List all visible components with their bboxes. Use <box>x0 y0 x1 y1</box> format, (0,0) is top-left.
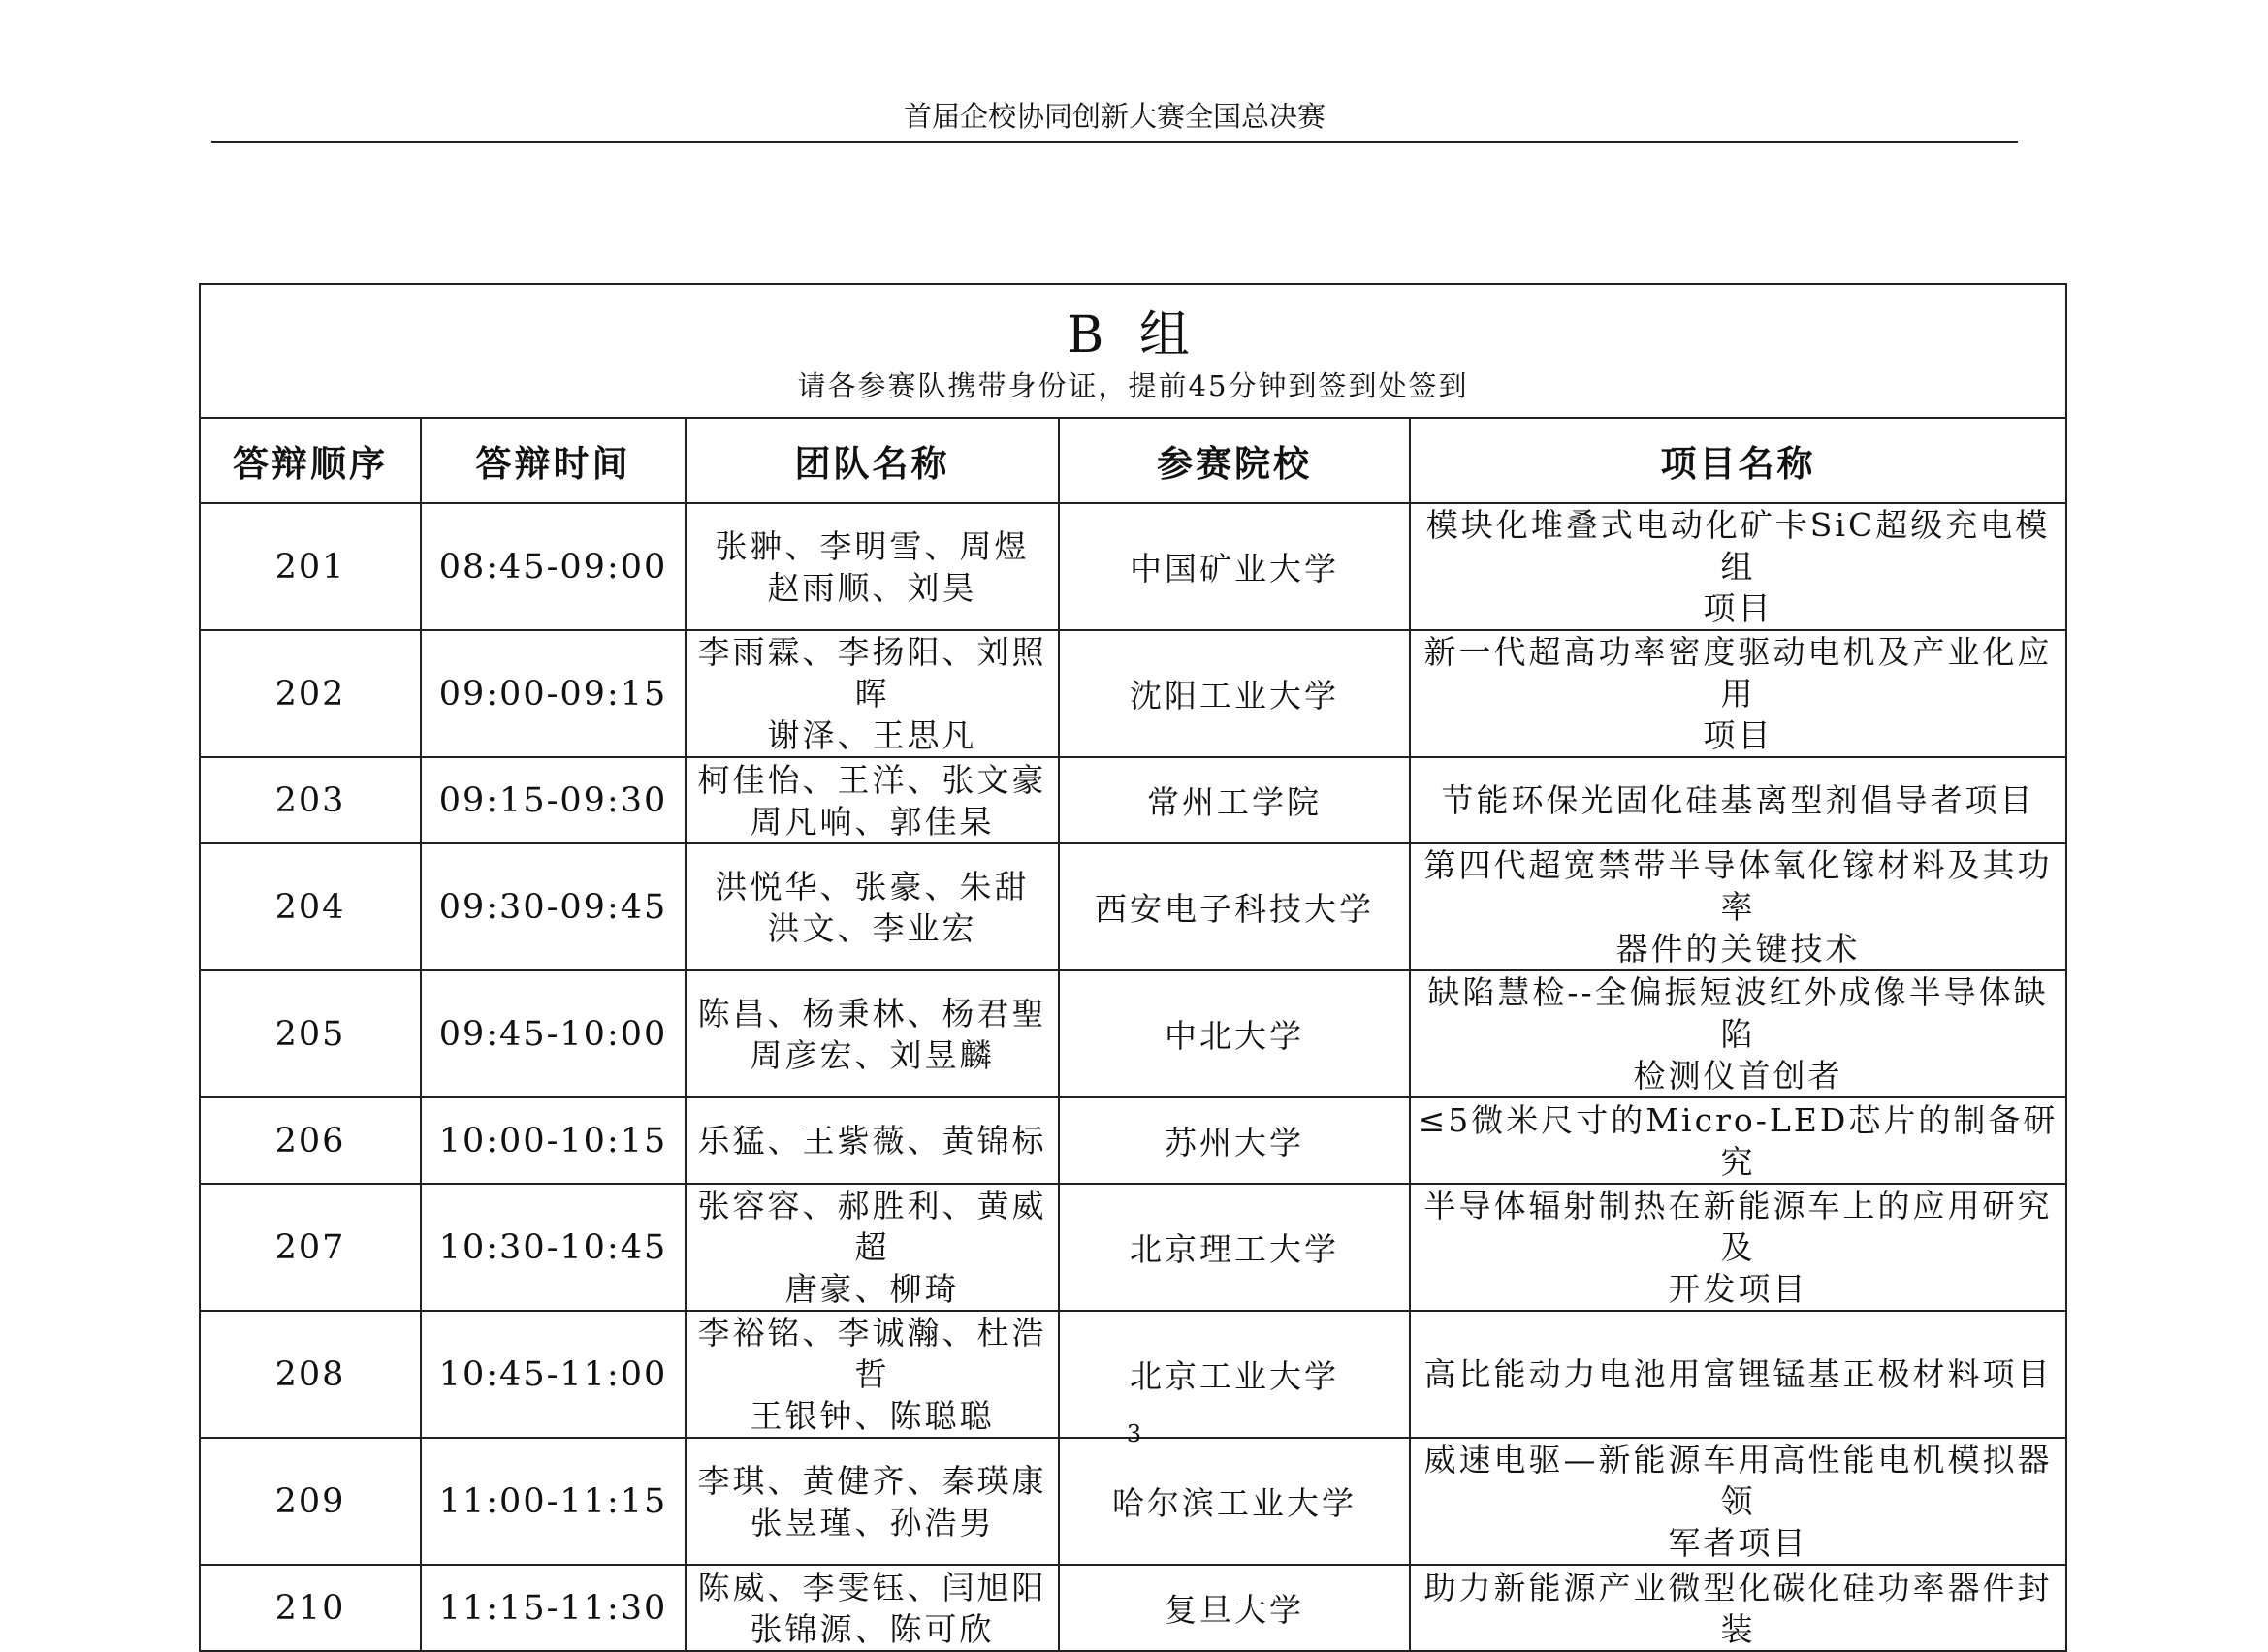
order-cell: 203 <box>200 757 421 843</box>
school-cell: 复旦大学 <box>1059 1565 1410 1651</box>
table-row <box>200 843 2066 970</box>
table-row <box>200 1565 2066 1651</box>
team-line: 柯佳怡、王洋、张文豪 <box>697 760 1047 799</box>
order-cell: 204 <box>200 843 421 970</box>
school-cell: 常州工学院 <box>1059 757 1410 843</box>
table-row <box>200 1184 2066 1311</box>
project-line: 模块化堆叠式电动化矿卡SiC超级充电模组 <box>1425 506 2051 586</box>
team-line: 谢泽、王思凡 <box>767 716 977 754</box>
order-cell: 201 <box>200 503 421 630</box>
project-cell <box>1410 630 2066 757</box>
time-cell: 11:00-11:15 <box>421 1438 686 1565</box>
team-cell <box>686 1184 1059 1311</box>
project-cell <box>1410 1311 2066 1438</box>
school-cell: 中北大学 <box>1059 970 1410 1097</box>
school-cell: 北京理工大学 <box>1059 1184 1410 1311</box>
team-line: 张翀、李明雪、周煜 <box>715 526 1030 565</box>
project-line: 第四代超宽禁带半导体氧化镓材料及其功率 <box>1423 846 2053 926</box>
school-cell: 沈阳工业大学 <box>1059 630 1410 757</box>
team-line: 唐豪、柳琦 <box>784 1270 960 1308</box>
project-line: 威速电驱—新能源车用高性能电机模拟器领 <box>1423 1441 2053 1520</box>
project-line: 节能环保光固化硅基离型剂倡导者项目 <box>1441 781 2035 819</box>
time-cell: 09:00-09:15 <box>421 630 686 757</box>
team-cell <box>686 843 1059 970</box>
team-cell <box>686 503 1059 630</box>
project-cell <box>1410 970 2066 1097</box>
team-line: 李琪、黄健齐、秦瑛康 <box>697 1461 1047 1500</box>
check-in-notice: 请各参赛队携带身份证，提前45分钟到签到处签到 <box>797 369 1469 402</box>
team-cell <box>686 1565 1059 1651</box>
team-line: 张锦源、陈可欣 <box>750 1609 995 1648</box>
table-row <box>200 503 2066 630</box>
project-line: 开发项目 <box>1668 1270 1808 1308</box>
order-cell: 205 <box>200 970 421 1097</box>
school-cell: 西安电子科技大学 <box>1059 843 1410 970</box>
team-cell <box>686 630 1059 757</box>
order-cell: 208 <box>200 1311 421 1438</box>
table-header-row <box>200 418 2066 503</box>
project-line: 项目 <box>1703 716 1773 754</box>
team-cell <box>686 757 1059 843</box>
project-line: 高比能动力电池用富锂锰基正极材料项目 <box>1423 1355 2053 1393</box>
team-line: 张容容、郝胜利、黄威超 <box>697 1187 1047 1266</box>
time-cell: 09:45-10:00 <box>421 970 686 1097</box>
project-line: 缺陷慧检--全偏振短波红外成像半导体缺陷 <box>1427 973 2049 1053</box>
project-line: 器件的关键技术 <box>1615 930 1861 968</box>
school-cell: 中国矿业大学 <box>1059 503 1410 630</box>
team-line: 李雨霖、李扬阳、刘照晖 <box>697 633 1047 713</box>
column-header-team: 团队名称 <box>686 418 1059 503</box>
time-cell: 10:30-10:45 <box>421 1184 686 1311</box>
team-line: 陈昌、杨秉林、杨君聖 <box>697 994 1047 1032</box>
school-cell: 哈尔滨工业大学 <box>1059 1438 1410 1565</box>
table-title-cell <box>200 284 2066 418</box>
time-cell: 10:00-10:15 <box>421 1097 686 1184</box>
project-cell <box>1410 503 2066 630</box>
project-line: 军者项目 <box>1668 1524 1808 1562</box>
order-cell: 202 <box>200 630 421 757</box>
time-cell: 08:45-09:00 <box>421 503 686 630</box>
time-cell: 10:45-11:00 <box>421 1311 686 1438</box>
project-line: 半导体辐射制热在新能源车上的应用研究及 <box>1423 1187 2053 1266</box>
column-header-time: 答辩时间 <box>421 418 686 503</box>
order-cell: 210 <box>200 1565 421 1651</box>
team-line: 洪文、李业宏 <box>767 908 977 947</box>
team-line: 赵雨顺、刘昊 <box>767 568 977 607</box>
column-header-order: 答辩顺序 <box>200 418 421 503</box>
order-cell: 209 <box>200 1438 421 1565</box>
order-cell: 207 <box>200 1184 421 1311</box>
project-cell <box>1410 1438 2066 1565</box>
project-line: ≤5微米尺寸的Micro-LED芯片的制备研究 <box>1418 1100 2059 1181</box>
table-row <box>200 1438 2066 1565</box>
document-header: 首届企校协同创新大赛全国总决赛 <box>903 100 1326 133</box>
order-cell: 206 <box>200 1097 421 1184</box>
team-line: 乐猛、王紫薇、黄锦标 <box>697 1122 1047 1160</box>
team-line: 李裕铭、李诚瀚、杜浩哲 <box>697 1314 1047 1393</box>
project-line: 检测仪首创者 <box>1633 1057 1843 1095</box>
team-cell <box>686 1311 1059 1438</box>
team-cell <box>686 970 1059 1097</box>
team-cell <box>686 1438 1059 1565</box>
header-rule <box>211 141 2018 143</box>
team-line: 周凡响、郭佳杲 <box>750 802 995 841</box>
team-line: 洪悦华、张豪、朱甜 <box>715 867 1030 905</box>
project-cell <box>1410 1097 2066 1184</box>
project-line: 新一代超高功率密度驱动电机及产业化应用 <box>1423 633 2053 713</box>
time-cell: 09:15-09:30 <box>421 757 686 843</box>
page-number: 3 <box>1126 1420 1142 1447</box>
table-row <box>200 757 2066 843</box>
project-line: 助力新能源产业微型化碳化硅功率器件封装 <box>1423 1568 2053 1648</box>
project-cell <box>1410 757 2066 843</box>
table-row <box>200 1097 2066 1184</box>
project-cell <box>1410 1184 2066 1311</box>
column-header-project: 项目名称 <box>1410 418 2066 503</box>
team-line: 周彦宏、刘昱麟 <box>750 1035 995 1074</box>
table-row <box>200 630 2066 757</box>
project-cell <box>1410 843 2066 970</box>
table-row <box>200 1311 2066 1438</box>
project-cell <box>1410 1565 2066 1651</box>
table-row <box>200 970 2066 1097</box>
column-header-school: 参赛院校 <box>1059 418 1410 503</box>
team-line: 张昱瑾、孙浩男 <box>750 1503 995 1541</box>
team-line: 陈威、李雯钰、闫旭阳 <box>697 1568 1047 1606</box>
school-cell: 北京工业大学 <box>1059 1311 1410 1438</box>
time-cell: 11:15-11:30 <box>421 1565 686 1651</box>
team-line: 王银钟、陈聪聪 <box>750 1397 995 1435</box>
project-line: 项目 <box>1703 589 1773 627</box>
team-cell <box>686 1097 1059 1184</box>
time-cell: 09:30-09:45 <box>421 843 686 970</box>
school-cell: 苏州大学 <box>1059 1097 1410 1184</box>
group-title: B 组 <box>1067 306 1199 365</box>
